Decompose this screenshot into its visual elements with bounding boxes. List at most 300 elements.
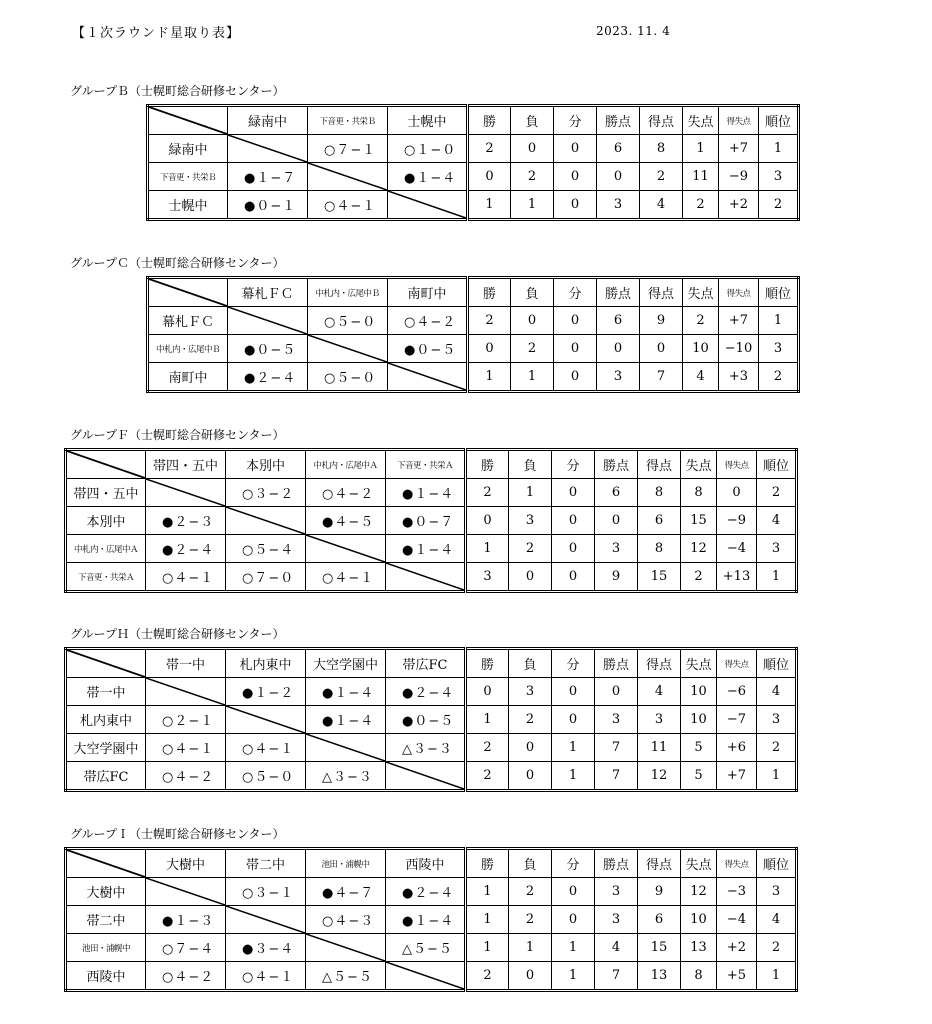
stat-value: 3 bbox=[597, 363, 640, 392]
stat-value: 2 bbox=[509, 706, 552, 734]
stat-header: 順位 bbox=[757, 450, 797, 479]
stat-value: 2 bbox=[757, 934, 797, 962]
match-result: ○５−０ bbox=[226, 762, 306, 791]
stat-value: 0 bbox=[552, 906, 595, 934]
stat-value: 0 bbox=[466, 507, 509, 535]
stat-value: 3 bbox=[757, 706, 797, 734]
match-result: ●１−７ bbox=[228, 163, 308, 191]
header-row bbox=[148, 278, 799, 307]
stat-value: 2 bbox=[466, 734, 509, 762]
stat-header: 分 bbox=[552, 849, 595, 878]
stat-header: 失点 bbox=[683, 278, 719, 307]
table-row bbox=[66, 762, 797, 791]
stat-value: 6 bbox=[597, 135, 640, 163]
stat-value: 11 bbox=[638, 734, 681, 762]
row-team-name: 下音更・共栄Ａ bbox=[66, 563, 146, 592]
header-row bbox=[66, 649, 797, 678]
column-team-header: 大樹中 bbox=[146, 849, 226, 878]
table-row bbox=[66, 934, 797, 962]
stat-header: 勝点 bbox=[597, 278, 640, 307]
table-row bbox=[66, 678, 797, 706]
stat-value: 4 bbox=[638, 678, 681, 706]
stat-value: 15 bbox=[681, 507, 717, 535]
stat-value: 0 bbox=[554, 335, 597, 363]
standings-table bbox=[64, 647, 798, 792]
stat-value: −9 bbox=[719, 163, 759, 191]
stat-header: 勝点 bbox=[595, 849, 638, 878]
stat-header: 負 bbox=[511, 106, 554, 135]
stat-value: 8 bbox=[638, 479, 681, 507]
match-result: ○４−１ bbox=[308, 191, 388, 220]
stat-value: 6 bbox=[597, 307, 640, 335]
stat-value: 15 bbox=[638, 563, 681, 592]
group-title: グループＢ（士幌町総合研修センター） bbox=[70, 84, 285, 98]
match-result: ○５−４ bbox=[226, 535, 306, 563]
match-result: ●１−４ bbox=[386, 535, 466, 563]
column-team-header: 南町中 bbox=[388, 278, 468, 307]
stat-value: 0 bbox=[509, 962, 552, 991]
row-team-name: 大樹中 bbox=[66, 878, 146, 906]
table-row bbox=[66, 906, 797, 934]
stat-header: 得点 bbox=[640, 106, 683, 135]
diagonal-cell bbox=[306, 734, 386, 762]
row-team-name: 池田・浦幌中 bbox=[66, 934, 146, 962]
column-team-header: 帯四・五中 bbox=[146, 450, 226, 479]
stat-value: 3 bbox=[597, 191, 640, 220]
corner-cell bbox=[66, 450, 146, 479]
stat-value: 0 bbox=[717, 479, 757, 507]
stat-value: 1 bbox=[552, 962, 595, 991]
stat-value: 0 bbox=[468, 335, 511, 363]
column-team-header: 緑南中 bbox=[228, 106, 308, 135]
stat-value: 1 bbox=[468, 191, 511, 220]
match-result: ○５−０ bbox=[308, 307, 388, 335]
column-team-header: 池田・浦幌中 bbox=[306, 849, 386, 878]
stat-value: +2 bbox=[717, 934, 757, 962]
table-row bbox=[66, 563, 797, 592]
stat-value: 1 bbox=[683, 135, 719, 163]
match-result: ●４−５ bbox=[306, 507, 386, 535]
row-team-name: 士幌中 bbox=[148, 191, 228, 220]
stat-value: 1 bbox=[466, 906, 509, 934]
stat-value: 2 bbox=[466, 962, 509, 991]
stat-value: 3 bbox=[595, 906, 638, 934]
match-result: ●４−７ bbox=[306, 878, 386, 906]
stat-header: 勝 bbox=[466, 849, 509, 878]
diagonal-cell bbox=[388, 191, 468, 220]
stat-value: 3 bbox=[509, 507, 552, 535]
stat-value: 9 bbox=[595, 563, 638, 592]
stat-value: 0 bbox=[511, 135, 554, 163]
column-team-header: 中札内・広尾中Ｂ bbox=[308, 278, 388, 307]
match-result: ○３−１ bbox=[226, 878, 306, 906]
stat-value: 4 bbox=[757, 678, 797, 706]
stat-value: +7 bbox=[719, 135, 759, 163]
match-result: ●１−３ bbox=[146, 906, 226, 934]
row-team-name: 緑南中 bbox=[148, 135, 228, 163]
stat-value: 10 bbox=[681, 706, 717, 734]
stat-header: 勝 bbox=[466, 649, 509, 678]
column-team-header: 下音更・共栄Ｂ bbox=[308, 106, 388, 135]
diagonal-cell bbox=[306, 934, 386, 962]
stat-value: 4 bbox=[757, 507, 797, 535]
stat-value: 3 bbox=[757, 535, 797, 563]
column-team-header: 西陵中 bbox=[386, 849, 466, 878]
stat-value: 0 bbox=[552, 706, 595, 734]
stat-header: 勝点 bbox=[597, 106, 640, 135]
stat-value: 7 bbox=[595, 734, 638, 762]
stat-value: 1 bbox=[511, 191, 554, 220]
diagonal-cell bbox=[386, 962, 466, 991]
table-row bbox=[148, 191, 799, 220]
stat-value: 7 bbox=[640, 363, 683, 392]
match-result: ●２−４ bbox=[386, 878, 466, 906]
row-team-name: 札内東中 bbox=[66, 706, 146, 734]
match-result: △５−５ bbox=[306, 962, 386, 991]
stat-header: 順位 bbox=[757, 649, 797, 678]
stat-value: 1 bbox=[552, 734, 595, 762]
table-row bbox=[148, 307, 799, 335]
column-team-header: 下音更・共栄Ａ bbox=[386, 450, 466, 479]
stat-header: 順位 bbox=[759, 106, 799, 135]
stat-value: +5 bbox=[717, 962, 757, 991]
diagonal-cell bbox=[228, 135, 308, 163]
column-team-header: 帯広FC bbox=[386, 649, 466, 678]
stat-header: 負 bbox=[509, 649, 552, 678]
stat-value: 1 bbox=[757, 962, 797, 991]
stat-value: −10 bbox=[719, 335, 759, 363]
stat-header: 得失点 bbox=[717, 849, 757, 878]
match-result: ●０−５ bbox=[228, 335, 308, 363]
match-result: △５−５ bbox=[386, 934, 466, 962]
stat-value: 1 bbox=[759, 135, 799, 163]
stat-header: 負 bbox=[509, 849, 552, 878]
stat-value: 12 bbox=[681, 535, 717, 563]
column-team-header: 本別中 bbox=[226, 450, 306, 479]
stat-value: 2 bbox=[759, 191, 799, 220]
match-result: ○４−３ bbox=[306, 906, 386, 934]
header-row bbox=[66, 849, 797, 878]
stat-value: 13 bbox=[638, 962, 681, 991]
stat-value: 4 bbox=[757, 906, 797, 934]
stat-value: 0 bbox=[552, 535, 595, 563]
match-result: ●１−２ bbox=[226, 678, 306, 706]
stat-header: 得失点 bbox=[719, 278, 759, 307]
stat-value: 1 bbox=[757, 762, 797, 791]
diagonal-cell bbox=[146, 878, 226, 906]
stat-header: 分 bbox=[554, 278, 597, 307]
row-team-name: 帯四・五中 bbox=[66, 479, 146, 507]
diagonal-cell bbox=[308, 163, 388, 191]
table-row bbox=[148, 163, 799, 191]
row-team-name: 帯広FC bbox=[66, 762, 146, 791]
match-result: ●１−４ bbox=[306, 678, 386, 706]
document-date: 2023. 11. 4 bbox=[596, 24, 671, 38]
diagonal-cell bbox=[386, 563, 466, 592]
stat-value: 0 bbox=[466, 678, 509, 706]
stat-value: 1 bbox=[466, 706, 509, 734]
stat-value: 1 bbox=[468, 363, 511, 392]
stat-value: 8 bbox=[638, 535, 681, 563]
stat-value: −4 bbox=[717, 906, 757, 934]
header-row bbox=[148, 106, 799, 135]
stat-value: 0 bbox=[509, 563, 552, 592]
match-result: ●２−４ bbox=[146, 535, 226, 563]
stat-value: 5 bbox=[681, 734, 717, 762]
table-row bbox=[66, 479, 797, 507]
stat-header: 失点 bbox=[681, 450, 717, 479]
corner-cell bbox=[148, 278, 228, 307]
group-title: グループＣ（士幌町総合研修センター） bbox=[70, 256, 285, 270]
stat-header: 勝点 bbox=[595, 649, 638, 678]
column-team-header: 幕札ＦＣ bbox=[228, 278, 308, 307]
stat-value: +6 bbox=[717, 734, 757, 762]
stat-value: 0 bbox=[509, 734, 552, 762]
table-row bbox=[148, 335, 799, 363]
row-team-name: 中札内・広尾中Ａ bbox=[66, 535, 146, 563]
stat-value: 10 bbox=[683, 335, 719, 363]
row-team-name: 幕札ＦＣ bbox=[148, 307, 228, 335]
stat-value: −6 bbox=[717, 678, 757, 706]
header-row bbox=[66, 450, 797, 479]
match-result: ○４−２ bbox=[146, 762, 226, 791]
match-result: ○１−０ bbox=[388, 135, 468, 163]
diagonal-cell bbox=[228, 307, 308, 335]
match-result: △３−３ bbox=[306, 762, 386, 791]
match-result: ●１−４ bbox=[388, 163, 468, 191]
stat-value: 4 bbox=[640, 191, 683, 220]
stat-value: 2 bbox=[509, 878, 552, 906]
match-result: ●０−５ bbox=[386, 706, 466, 734]
stat-value: 0 bbox=[554, 135, 597, 163]
stat-value: 9 bbox=[640, 307, 683, 335]
stat-value: 2 bbox=[759, 363, 799, 392]
group-title: グループＦ（士幌町総合研修センター） bbox=[70, 428, 285, 442]
stat-header: 得点 bbox=[640, 278, 683, 307]
row-team-name: 下音更・共栄Ｂ bbox=[148, 163, 228, 191]
stat-value: 1 bbox=[509, 934, 552, 962]
row-team-name: 大空学園中 bbox=[66, 734, 146, 762]
stat-value: 4 bbox=[683, 363, 719, 392]
stat-header: 分 bbox=[554, 106, 597, 135]
stat-value: +13 bbox=[717, 563, 757, 592]
stat-value: 3 bbox=[595, 535, 638, 563]
table-row bbox=[66, 507, 797, 535]
stat-value: 2 bbox=[681, 563, 717, 592]
stat-header: 分 bbox=[552, 450, 595, 479]
match-result: ●２−３ bbox=[146, 507, 226, 535]
stat-value: 15 bbox=[638, 934, 681, 962]
stat-header: 得失点 bbox=[717, 649, 757, 678]
stat-value: 0 bbox=[552, 507, 595, 535]
stat-value: 0 bbox=[468, 163, 511, 191]
stat-value: 12 bbox=[681, 878, 717, 906]
stat-value: 0 bbox=[595, 678, 638, 706]
stat-value: 0 bbox=[595, 507, 638, 535]
match-result: ○４−１ bbox=[146, 563, 226, 592]
table-row bbox=[66, 878, 797, 906]
match-result: ○４−１ bbox=[226, 962, 306, 991]
diagonal-cell bbox=[226, 906, 306, 934]
stat-value: −9 bbox=[717, 507, 757, 535]
stat-value: 3 bbox=[595, 878, 638, 906]
standings-table bbox=[146, 276, 800, 393]
match-result: ●２−４ bbox=[228, 363, 308, 392]
stat-header: 勝 bbox=[468, 278, 511, 307]
stat-value: 4 bbox=[595, 934, 638, 962]
stat-header: 負 bbox=[511, 278, 554, 307]
stat-value: 5 bbox=[681, 762, 717, 791]
stat-value: +7 bbox=[717, 762, 757, 791]
stat-value: 2 bbox=[511, 163, 554, 191]
column-team-header: 札内東中 bbox=[226, 649, 306, 678]
stat-value: 2 bbox=[468, 307, 511, 335]
stat-value: 0 bbox=[640, 335, 683, 363]
column-team-header: 士幌中 bbox=[388, 106, 468, 135]
stat-value: 2 bbox=[468, 135, 511, 163]
stat-header: 得点 bbox=[638, 649, 681, 678]
row-team-name: 帯二中 bbox=[66, 906, 146, 934]
stat-value: 6 bbox=[595, 479, 638, 507]
stat-value: 8 bbox=[640, 135, 683, 163]
stat-header: 分 bbox=[552, 649, 595, 678]
match-result: ○４−１ bbox=[146, 734, 226, 762]
diagonal-cell bbox=[146, 479, 226, 507]
match-result: ●０−５ bbox=[388, 335, 468, 363]
stat-value: 3 bbox=[466, 563, 509, 592]
stat-value: +2 bbox=[719, 191, 759, 220]
stat-value: 3 bbox=[595, 706, 638, 734]
stat-value: 1 bbox=[466, 878, 509, 906]
stat-value: 0 bbox=[552, 563, 595, 592]
stat-value: 2 bbox=[683, 191, 719, 220]
stat-value: 0 bbox=[554, 307, 597, 335]
stat-value: 1 bbox=[552, 934, 595, 962]
column-team-header: 帯一中 bbox=[146, 649, 226, 678]
stat-value: 9 bbox=[638, 878, 681, 906]
stat-value: 0 bbox=[554, 363, 597, 392]
group-title: グループＨ（士幌町総合研修センター） bbox=[70, 627, 285, 641]
match-result: ○２−１ bbox=[146, 706, 226, 734]
match-result: ●３−４ bbox=[226, 934, 306, 962]
stat-value: 6 bbox=[638, 507, 681, 535]
column-team-header: 大空学園中 bbox=[306, 649, 386, 678]
stat-value: 10 bbox=[681, 678, 717, 706]
stat-value: +3 bbox=[719, 363, 759, 392]
stat-value: 3 bbox=[509, 678, 552, 706]
stat-value: 0 bbox=[511, 307, 554, 335]
table-row bbox=[148, 135, 799, 163]
stat-value: 0 bbox=[552, 878, 595, 906]
stat-header: 得点 bbox=[638, 849, 681, 878]
column-team-header: 中札内・広尾中Ａ bbox=[306, 450, 386, 479]
stat-value: 12 bbox=[638, 762, 681, 791]
match-result: ●０−１ bbox=[228, 191, 308, 220]
stat-header: 勝点 bbox=[595, 450, 638, 479]
table-row bbox=[66, 706, 797, 734]
row-team-name: 中札内・広尾中Ｂ bbox=[148, 335, 228, 363]
diagonal-cell bbox=[226, 706, 306, 734]
stat-value: 3 bbox=[759, 163, 799, 191]
table-row bbox=[66, 535, 797, 563]
stat-value: −4 bbox=[717, 535, 757, 563]
stat-value: −3 bbox=[717, 878, 757, 906]
stat-value: 0 bbox=[554, 163, 597, 191]
corner-cell bbox=[66, 849, 146, 878]
group-title: グループＩ（士幌町総合研修センター） bbox=[70, 827, 285, 841]
standings-table bbox=[146, 104, 800, 221]
match-result: ○４−２ bbox=[306, 479, 386, 507]
stat-value: 1 bbox=[466, 535, 509, 563]
diagonal-cell bbox=[306, 535, 386, 563]
match-result: ○４−１ bbox=[226, 734, 306, 762]
standings-table bbox=[64, 847, 798, 992]
row-team-name: 西陵中 bbox=[66, 962, 146, 991]
stat-value: 2 bbox=[640, 163, 683, 191]
stat-value: 2 bbox=[511, 335, 554, 363]
diagonal-cell bbox=[308, 335, 388, 363]
match-result: ●１−４ bbox=[306, 706, 386, 734]
stat-value: 0 bbox=[597, 163, 640, 191]
stat-value: 2 bbox=[509, 535, 552, 563]
stat-value: 1 bbox=[509, 479, 552, 507]
stat-value: 0 bbox=[552, 479, 595, 507]
stat-value: 2 bbox=[757, 479, 797, 507]
diagonal-cell bbox=[226, 507, 306, 535]
stat-value: 1 bbox=[511, 363, 554, 392]
stat-value: 8 bbox=[681, 479, 717, 507]
stat-header: 失点 bbox=[681, 849, 717, 878]
stat-value: 1 bbox=[757, 563, 797, 592]
stat-value: 2 bbox=[757, 734, 797, 762]
stat-value: 7 bbox=[595, 762, 638, 791]
stat-value: 11 bbox=[683, 163, 719, 191]
stat-value: +7 bbox=[719, 307, 759, 335]
stat-value: 2 bbox=[466, 762, 509, 791]
stat-value: 0 bbox=[554, 191, 597, 220]
stat-value: 0 bbox=[552, 678, 595, 706]
corner-cell bbox=[148, 106, 228, 135]
stat-value: 10 bbox=[681, 906, 717, 934]
stat-header: 得点 bbox=[638, 450, 681, 479]
match-result: ○４−２ bbox=[146, 962, 226, 991]
stat-value: 6 bbox=[638, 906, 681, 934]
stat-value: −7 bbox=[717, 706, 757, 734]
match-result: ●０−７ bbox=[386, 507, 466, 535]
match-result: ○７−０ bbox=[226, 563, 306, 592]
stat-value: 2 bbox=[466, 479, 509, 507]
standings-table bbox=[64, 448, 798, 593]
match-result: ○７−４ bbox=[146, 934, 226, 962]
stat-header: 勝 bbox=[466, 450, 509, 479]
diagonal-cell bbox=[388, 363, 468, 392]
match-result: ○５−０ bbox=[308, 363, 388, 392]
table-row bbox=[148, 363, 799, 392]
row-team-name: 帯一中 bbox=[66, 678, 146, 706]
match-result: ●２−４ bbox=[386, 678, 466, 706]
stat-value: 3 bbox=[638, 706, 681, 734]
stat-value: 3 bbox=[757, 878, 797, 906]
stat-header: 得失点 bbox=[719, 106, 759, 135]
row-team-name: 南町中 bbox=[148, 363, 228, 392]
stat-value: 13 bbox=[681, 934, 717, 962]
table-row bbox=[66, 962, 797, 991]
stat-value: 1 bbox=[552, 762, 595, 791]
row-team-name: 本別中 bbox=[66, 507, 146, 535]
diagonal-cell bbox=[386, 762, 466, 791]
stat-header: 順位 bbox=[757, 849, 797, 878]
match-result: ○７−１ bbox=[308, 135, 388, 163]
